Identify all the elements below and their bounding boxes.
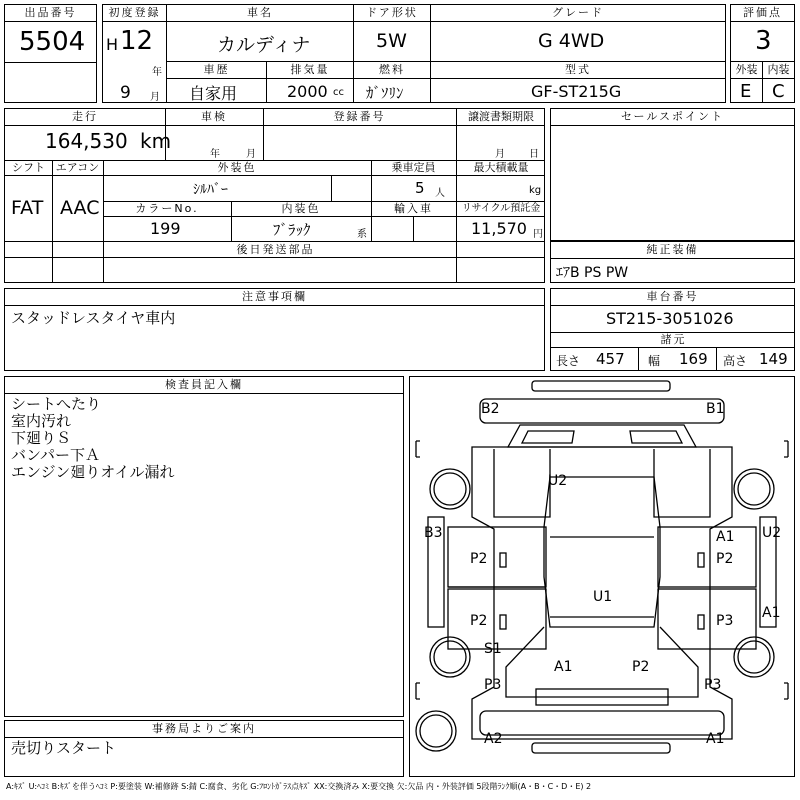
int-grade-cell — [762, 61, 795, 103]
model-cell — [430, 61, 726, 103]
chassis-box — [550, 288, 795, 371]
int-color-label: 内装色 — [281, 202, 321, 215]
displacement-cell — [266, 61, 354, 103]
damage-diagram — [409, 376, 795, 777]
grade-cell — [430, 4, 726, 62]
damage-mark-u2-roof: U2 — [548, 473, 568, 489]
damage-mark-p2-left-rear: P2 — [470, 613, 488, 629]
displacement-label: 排気量 — [267, 62, 353, 79]
details-table — [4, 108, 545, 283]
capacity: 5 — [415, 179, 425, 197]
office-label: 事務局よりご案内 — [5, 721, 403, 738]
score: 3 — [755, 26, 772, 56]
damage-mark-a2: A2 — [484, 731, 503, 747]
damage-mark-a1-rear: A1 — [554, 659, 573, 675]
damage-mark-u1: U1 — [593, 589, 613, 605]
spec-label: 諸元 — [660, 333, 687, 346]
caution-label: 注意事項欄 — [5, 289, 544, 306]
sales-point-box — [550, 108, 795, 241]
length-label: 長さ — [556, 354, 581, 368]
chassis-label: 車台番号 — [551, 289, 794, 306]
transfer-day-unit: 日 — [529, 149, 539, 160]
office-box — [4, 720, 404, 777]
displacement: 2000 — [287, 82, 328, 101]
mileage-unit: km — [140, 129, 172, 153]
ext-color-label: 外装色 — [217, 161, 257, 174]
lot-number: 5504 — [19, 27, 86, 57]
inspector-box — [4, 376, 404, 717]
grade: G 4WD — [538, 30, 605, 52]
int-grade: C — [772, 81, 785, 102]
width: 169 — [679, 350, 708, 368]
inspector-line: 室内汚れ — [11, 412, 72, 430]
capacity-label: 乗車定員 — [391, 161, 436, 174]
era: H — [106, 35, 119, 54]
caution-box — [4, 288, 545, 371]
door-label: ドア形状 — [354, 5, 430, 22]
displacement-unit: cc — [333, 87, 344, 98]
later-parts-label: 後日発送部品 — [236, 243, 315, 256]
first-reg-month: 9 — [120, 83, 131, 103]
sales-point-label: セールスポイント — [551, 109, 794, 126]
damage-mark-a1-bottom: A1 — [706, 731, 725, 747]
inspection-label: 車検 — [201, 110, 227, 123]
damage-mark-a1-right-front: A1 — [716, 529, 735, 545]
lot-label: 出品番号 — [5, 5, 96, 22]
capacity-unit: 人 — [435, 188, 445, 199]
score-cell — [730, 4, 795, 62]
model: GF-ST215G — [531, 82, 622, 101]
fuel-label: 燃料 — [354, 62, 430, 79]
ext-color: ｼﾙﾊﾞｰ — [193, 182, 228, 198]
recycle-fee: 11,570 — [471, 219, 527, 238]
header-grid — [4, 4, 795, 103]
caution-text: スタッドレスタイヤ車内 — [11, 309, 176, 327]
damage-mark-p2-right-front: P2 — [716, 551, 734, 567]
damage-mark-b2: B2 — [481, 401, 500, 417]
inspector-label: 検査員記入欄 — [5, 377, 403, 394]
max-load-unit: kg — [529, 185, 542, 196]
mileage-label: 走行 — [72, 110, 98, 123]
car-outline — [410, 377, 794, 776]
fuel: ｶﾞｿﾘﾝ — [366, 84, 404, 102]
damage-mark-p3-right-bottom: P3 — [704, 677, 722, 693]
lot-cell — [4, 4, 97, 103]
equipment-box — [550, 241, 795, 283]
first-reg-cell — [102, 4, 167, 103]
damage-mark-p3-left-bottom: P3 — [484, 677, 502, 693]
int-color: ﾌﾞﾗｯｸ — [273, 221, 311, 239]
car-name-cell — [166, 4, 354, 62]
ac: AAC — [60, 197, 100, 219]
damage-mark-s1: S1 — [484, 641, 502, 657]
int-color-unit: 系 — [357, 229, 367, 240]
height: 149 — [759, 350, 788, 368]
ext-grade-cell — [730, 61, 763, 103]
grade-label: グレード — [431, 5, 725, 22]
equipment-label: 純正装備 — [551, 242, 794, 259]
height-label: 高さ — [723, 354, 748, 368]
reg-no-label: 登録番号 — [333, 110, 386, 123]
history-cell — [166, 61, 267, 103]
damage-mark-a1-right-side: A1 — [762, 605, 781, 621]
recycle-unit: 円 — [533, 229, 543, 240]
color-no-label: カラーNo. — [135, 202, 199, 215]
damage-mark-p3-right-rear: P3 — [716, 613, 734, 629]
damage-mark-u2-right: U2 — [762, 525, 782, 541]
office-text: 売切りスタート — [11, 739, 117, 757]
damage-mark-p2-rear: P2 — [632, 659, 650, 675]
ext-grade: E — [740, 81, 752, 102]
inspection-month-unit: 月 — [246, 149, 256, 160]
equipment: ｴｱB PS PW — [556, 265, 629, 281]
first-reg-year: 12 — [120, 26, 154, 56]
ext-grade-label: 外装 — [731, 62, 762, 79]
car-name-label: 車名 — [167, 5, 353, 22]
model-label: 型式 — [431, 62, 725, 79]
legend: A:ｷｽﾞ U:ﾍｺﾐ B:ｷｽﾞを伴うﾍｺﾐ P:要塗装 W:補修跡 S:錆 C:腐食、劣化 G:ﾌﾛﾝﾄｶﾞﾗｽ点ｷｽﾞ XX:交換済み X:要交換 欠:欠品 内・外装評価 5段階ﾗﾝｸ順(A・B・C・D・E) 2 — [6, 782, 592, 791]
shift: FAT — [11, 197, 44, 219]
score-label: 評価点 — [731, 5, 794, 22]
month-unit: 月 — [150, 92, 160, 103]
int-grade-label: 内装 — [763, 62, 794, 79]
car-name: カルディナ — [217, 34, 311, 56]
inspector-line: エンジン廻りオイル漏れ — [11, 463, 175, 481]
history-label: 車歴 — [167, 62, 266, 79]
door-cell — [353, 4, 431, 62]
width-label: 幅 — [648, 354, 661, 368]
inspection-year-unit: 年 — [210, 149, 220, 160]
import-label: 輸入車 — [394, 202, 433, 215]
door-type: 5W — [376, 30, 407, 52]
transfer-month-unit: 月 — [495, 149, 505, 160]
damage-mark-p2-left-front: P2 — [470, 551, 488, 567]
first-reg-label: 初度登録 — [103, 5, 166, 22]
inspector-line: シートへたり — [11, 395, 102, 413]
mileage: 164,530 — [45, 129, 128, 153]
color-no: 199 — [150, 219, 181, 238]
damage-mark-b3: B3 — [424, 525, 443, 541]
max-load-label: 最大積載量 — [473, 161, 529, 174]
history: 自家用 — [189, 84, 238, 103]
chassis-number: ST215-3051026 — [606, 309, 734, 328]
length: 457 — [596, 350, 625, 368]
inspector-line: バンパー下Ａ — [11, 446, 100, 464]
fuel-cell — [353, 61, 431, 103]
ac-label: エアコン — [55, 161, 100, 174]
year-unit: 年 — [152, 67, 162, 78]
damage-mark-b1: B1 — [706, 401, 725, 417]
recycle-label: リサイクル預託金 — [461, 203, 541, 214]
shift-label: シフト — [12, 161, 45, 174]
transfer-label: 譲渡書類期限 — [468, 110, 534, 123]
inspector-line: 下廻りＳ — [11, 429, 72, 447]
